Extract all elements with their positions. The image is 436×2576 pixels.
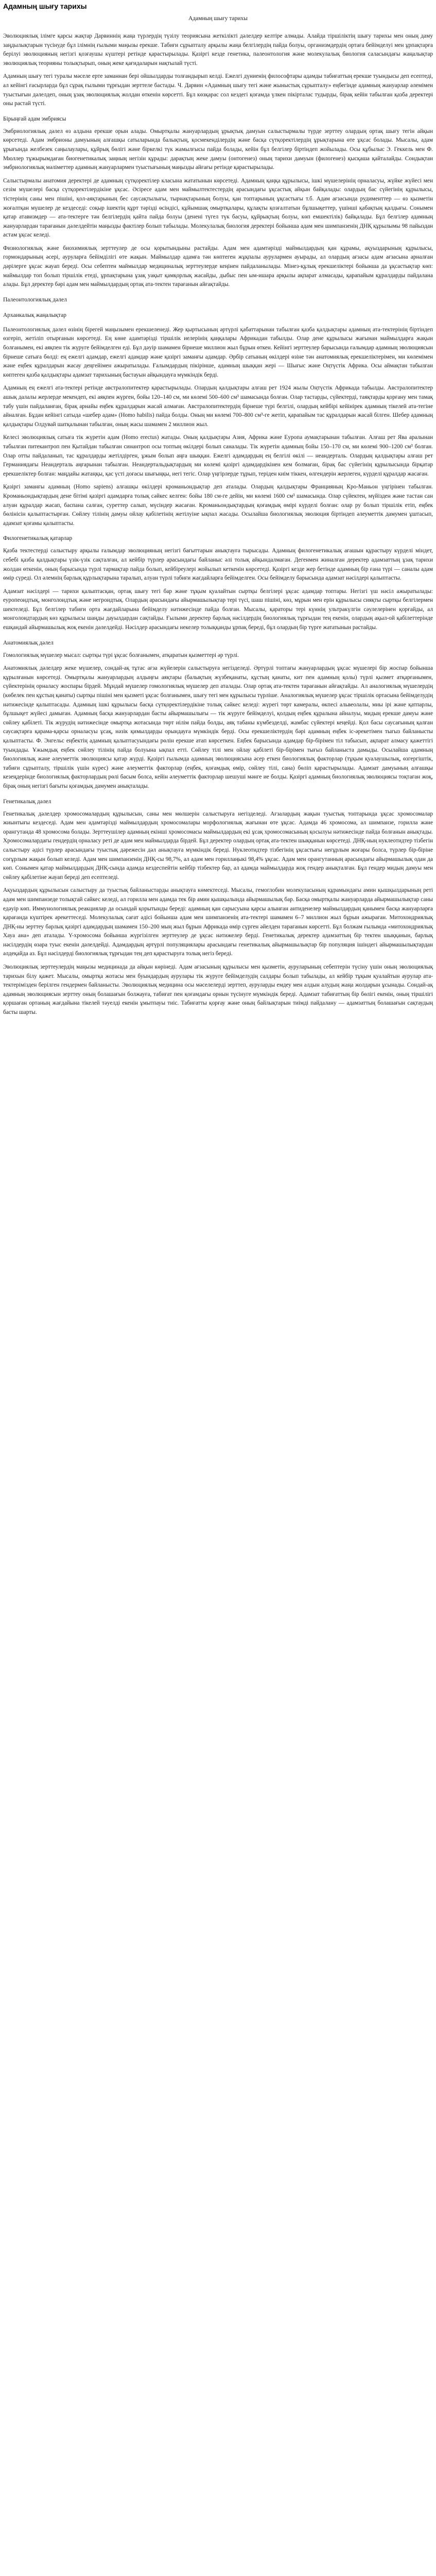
- genetics-paragraph-1: Генетикалық дәлелдер хромосомалардың құрылысын, саны мен мөлшерін салыстыруға негізделеді. Ағзалардың жақын туыстық топтарында ұқсас хромосомалар жиынтығы кездеседі. Адам мен адамтәрізді маймылдардың хромосомалары морфологиялық жағынан өте ұқсас. Адамда 46 хромосома, ал шимпанзе, горилла және орангутанда 48 хромосома болады. Зерттеушілер адамның екінші хромосомасы маймылдардың екі ұсақ хромосомасының қосылуы нәтижесінде пайда болғанын анықтады. Хромосомалардағы гендердің орналасу реті де адам мен маймылдарда бірдей. Бұл деректер олардың ортақ ата-тектен шыққанын көрсетеді. ДНҚ-ның нуклеотидтер тізбегін салыстыру әдісі түрлер арасындағы туыстық дәрежесін дәл анықтауға мүмкіндік береді. Нуклеотидтер тізбегінің ұқсастығы неғұрлым жоғары болса, түрлер бір-біріне соғұрлым жақын болып келеді. Адам мен шимпанзенің ДНҚ-сы 98,7%, ал адам мен гориллаңыкі 98,4% ұқсас. Адам мен орангутанның арасындағы айырмашылық одан да көп. Сонымен қатар маймылдардың ДНҚ-сында адамда кездеспейтін кейбір тізбектер бар, ал адамда маймылдарда жоқ гендер анықталған. Бұл гендер мидың дамуы мен сөйлеу қабілетіне жауап береді деп есептеледі.: [3, 810, 433, 880]
- article-subtitle: Адамның шығу тарихы: [188, 15, 248, 22]
- phylogeny-paragraph-1: Қазба тектестерді салыстыру арқылы ғалымдар эволюцияның негізгі бағыттарын анықтауға тырысады. Адамның филогенетикалық ағашын құрастыру күрделі міндет, себебі қазба қалдықтары үзік-үзік сақталған, ал кейбір түрлер арасындағы байланыс әлі толық айқындалмаған. Дегенмен жиналған деректер адамзаттың ұзақ тарихи жолдан өткенін, оның барысында түрлі тармақтар пайда болып, кейбіреулері жойылып кеткенін көрсетеді. Қазіргі кезде жер бетінде адамның бір ғана түрі — саналы адам өмір сүреді. Ол әлемнің барлық құрлықтарына таралып, алуан түрлі табиғи жағдайларға бейімделген. Осы бейімделу барысында адамзат нәсілдері қалыптасты.: [3, 548, 433, 582]
- genetics-paragraph-3: Эволюциялық зерттеулердің маңызы медицинада да айқын көрінеді. Адам ағзасының құрылысы мен қызметін, ауруларының себептерін түсіну үшін оның эволюциялық тарихын білу қажет. Мысалы, омыртқа жотасы мен буындардың аурулары тік жүруге бейімделудің салдары болып табылады, ал кейбір тұқым қуалайтын аурулар ата-тектерімізден берілген гендермен байланысты. Эволюциялық медицина осы мәселелерді зерттеп, ауруларды емдеу мен алдын алудың жаңа жолдарын ұсынады. Сондай-ақ адамның эволюциясын зерттеу оның болашағын болжауға, табиғат пен қоғамдағы орнын түсінуге мүмкіндік береді. Адамзат табиғаттың бір бөлігі екенін, оның тіршілігі қоршаған ортаның жағдайына тікелей тәуелді екенін ұмытпауы тиіс. Табиғатты қорғау және оның байлықтарын тиімді пайдалану — адамзаттың болашағын сақтаудың басты шарты.: [3, 964, 433, 1016]
- embryo-paragraph-1: Эмбриологиялық дәлел өз алдына ерекше орын алады. Омыртқалы жануарлардың ұрықтық дамуын салыстырмалы түрде зерттеу олардың ортақ шығу тегін айқын көрсетеді. Адам эмбрионы дамуының алғашқы сатыларында балықтың, қосмекенділердің және басқа сүтқоректілердің ұрықтарына өте ұқсас болады. Мысалы, адам ұрығында желбезек саңылаулары, құйрық бөлігі және біркелкі түк жамылғысы пайда болады, кейін бұл белгілер біртіндеп жойылады. Осы құбылыс Э. Геккель мен Ф. Мюллер тұжырымдаған биогенетикалық заңның негізін құрады: дарақтың жеке дамуы (онтогенез) оның тарихи дамуын (филогенез) қысқаша қайталайды. Сондықтан эмбриологиялық мәліметтер адамның жануарлармен туыстығының маңызды айғағы ретінде қарастырылады.: [3, 128, 433, 171]
- anatomy-paragraph-1: Гомологиялық мүшелер мысал: сыртқы түрі ұқсас болғанымен, атқаратын қызметтері әр түрлі.: [3, 652, 239, 658]
- page-title: Адамның шығу тарихы: [3, 2, 87, 10]
- intro-paragraph-2: Адамның шығу тегі туралы мәселе ерте заманнан бері ойшылдарды толғандырып келді. Ежелгі дүниенің философтары адамды табиғаттың ерекше туындысы деп есептеді, ал кейінгі ғасырларда бұл сұрақ ғылыми тұрғыдан зерттеле бастады. Ч. Дарвин «Адамның шығу тегі және жыныстық сұрыпталу» еңбегінде адамның жануарлар әлемімен туыстығын дәлелдеп, оның ұзақ эволюциялық жолдан өткенін көрсетті. Бұл көзқарас сол кездегі қоғамда үлкен пікірталас тудырды, бірақ кейін табылған қазба деректері оны растай түсті.: [3, 73, 433, 107]
- section-heading-phylogeny: Филогенетикалық қатарлар: [3, 535, 73, 542]
- subsection-heading-archaic: Архаикалық жаңалықтар: [3, 312, 66, 318]
- phylogeny-paragraph-2: Адамзат нәсілдері — тарихи қалыптасқан, ортақ шығу тегі бар және тұқым қуалайтын сыртқы белгілері ұқсас адамдар топтары. Негізгі үш нәсіл ажыратылады: еуропеоидтық, монголоидтық және негроидтық. Олардың арасындағы айырмашылықтар тері түсі, шаш пішіні, көз, мұрын мен ерін құрылысы сияқты сыртқы белгілермен шектеледі. Бұл белгілер табиғи орта жағдайларына бейімделу нәтижесінде пайда болған. Мысалы, қараторы тері күннің ультракүлгін сәулелерінен қорғайды, ал монголоидтардың көз құрылысы шаңды дауылдардан сақтайды. Ғылыми деректер барлық нәсілдердің биологиялық тұрғыдан тең екенін, олардың ақыл-ой қабілеттерінде ешқандай айырмашылық жоқ екенін дәлелдейді. Нәсілдер арасындағы некелер толыққанды ұрпақ береді, бұл олардың бір түрге жататынын растайды.: [3, 588, 433, 631]
- paleo-paragraph-1: Палеонтологиялық дәлел өзінің бірегей маңызымен ерекшеленеді. Жер қыртысының әртүрлі қабаттарынан табылған қазба қалдықтары адамның ата-тектерінің біртіндеп өзгеріп, жетіліп отырғанын көрсетеді. Ең көне адамтәрізді тіршілік иелерінің қаңқалары Африкадан табылды. Олар дене құрылысы жағынан маймылдарға жақын болғанымен, екі аяқпен тік жүруге бейімделген еді. Бұл дәуір шамамен бірнеше миллион жыл бұрын өткен. Кейінгі зерттеулер барысында ғалымдар адамның эволюциясын бірнеше сатыға бөлді: ең ежелгі адамдар, ежелгі адамдар және қазіргі заманғы адамдар. Әрбір сатының өкілдері өзіне тән анатомиялық ерекшеліктерімен, ми көлемімен және еңбек құралдарын жасау деңгейімен ажыратылады. Ғалымдардың пікірінше, адамның шыққан жері — Шығыс және Оңтүстік Африка. Осы аймақтан табылған көптеген қазба қалдықтары адамзат тарихының бастауын айқындауға мүмкіндік берді.: [3, 326, 433, 378]
- section-heading-genetics: Генетикалық дәлел: [3, 798, 51, 805]
- section-heading-paleontology: Палеонтологиялық дәлел: [3, 296, 67, 303]
- paleo-paragraph-2: Адамның ең ежелгі ата-тектері ретінде австралопитектер қарастырылады. Олардың қалдықтары алғаш рет 1924 жылы Оңтүстік Африкада табылды. Австралопитектер ашық далалы жерлерде мекендеп, екі аяқпен жүрген, бойы 120–140 см, ми көлемі 500–600 см³ шамасында болған. Олар тастарды, сүйектерді, таяқтарды қорғану мен тамақ табу үшін пайдаланған, бірақ арнайы еңбек құралдарын жасай алмаған. Австралопитектердің бірнеше түрі белгілі, олардың кейбірі кейінірек адамның тікелей ата-тегіне айналған. Бұдан кейінгі сатыда «шебер адам» (Homo habilis) пайда болды. Оның ми көлемі 700–800 см³-ге жетіп, қарапайым тас құралдарын жасай білген. Шебер адамның қалдықтары Олдувай шатқалынан табылған, оның жасы шамамен 2 миллион жыл.: [3, 385, 433, 428]
- genetics-paragraph-2: Ақуыздардың құрылысын салыстыру да туыстық байланыстарды анықтауға көмектеседі. Мысалы, гемоглобин молекуласының құрамындағы амин қышқылдарының реті адам мен шимпанзеде толықтай сәйкес келеді, ал горилла мен адамда тек бір амин қышқылында айырмашылық бар. Басқа омыртқалы жануарларда айырмашылықтар саны едәуір көп. Иммунологиялық реакциялар да осындай қорытынды береді: адамның қан сарысуына қарсы алынған антиденелер маймылдардың қанымен басқа жануарларға қарағанда күштірек әрекеттеседі. Молекулалық сағат әдісі бойынша адам мен шимпанзенің ата-тектері шамамен 6–7 миллион жыл бұрын ажыраған. Митохондриялық ДНҚ-ны зерттеу барлық қазіргі адамдардың шамамен 150–200 мың жыл бұрын Африкада өмір сүрген әйелден тарағанын көрсетті. Бұл болжам ғылымда «митохондриялық Хауа ана» деп аталады. Y-хромосома бойынша жүргізілген зерттеулер де ұқсас нәтижелер берді. Генетикалық деректер адамзаттың бір тектен шыққанын, барлық нәсілдердің өзара туыс екенін дәлелдейді. Адамдардың әртүрлі популяциялары арасындағы генетикалық айырмашылықтар бір популяция ішіндегі айырмашылықтардан әлдеқайда аз. Бұл нәсілдерді биологиялық тұрғыдан тең деп қарастыруға толық негіз береді.: [3, 887, 433, 957]
- paleo-paragraph-3: Келесі эволюциялық сатыға тік жүретін адам (Homo erectus) жатады. Оның қалдықтары Азия, Африка және Еуропа аумақтарынан табылған. Алғаш рет Ява аралынан табылған питекантроп пен Қытайдан табылған синантроп осы топтың өкілдері болып саналады. Тік жүретін адамның бойы 150–170 см, ми көлемі 900–1200 см³ болған. Олар отты пайдаланып, тас құралдарды жетілдірген, ұжым болып аңға шыққан. Ежелгі адамдардың ең белгілі өкілі — неандерталь. Олардың қалдықтары алғаш рет Германиядағы Неандерталь аңғарынан табылған. Неандертальдықтардың ми көлемі қазіргі адамдардікінен кем болмаған, бірақ бас сүйегінің құрылысында бірқатар ерекшеліктер болған: маңдайы жатаңқы, қас үсті доғасы шығыңқы, иегі тегіс. Олар үңгірлерде тұрып, теріден киім тіккен, өлгендерін жерлеген, күрделі құралдар жасаған.: [3, 434, 433, 477]
- section-heading-embryo: Бірыңғай адам эмбриясы: [3, 115, 66, 122]
- paleo-paragraph-4: Қазіргі заманғы адамның (Homo sapiens) алғашқы өкілдері кроманьондықтар деп аталады. Олардың қалдықтары Францияның Кро-Маньон үңгірінен табылған. Кроманьондықтардың дене бітімі қазіргі адамдарға толық сәйкес келген: бойы 180 см-ге дейін, ми көлемі 1600 см³ шамасында. Олар сүйектен, мүйізден және тастан сан алуан құралдар жасап, баспана салған, суреттер салып, мүсіндер жасаған. Кроманьондықтардың қоғамдық өмірі күрделі болған: олар ру болып тіршілік етіп, еңбек бөлінісін қалыптастырған. Сөйлеу тілінің дамуы ойлау қабілетінің жетілуіне ықпал жасады. Осылайша биологиялық эволюция біртіндеп әлеуметтік дамумен ұштасып, адамзат қоғамы қалыптасты.: [3, 484, 433, 527]
- section-heading-anatomy: Анатомиялық дәлел: [3, 639, 54, 646]
- embryo-paragraph-2: Салыстырмалы анатомия деректері де адамның сүтқоректілер класына жататынын көрсетеді. Адамның қаңқа құрылысы, ішкі мүшелерінің орналасуы, жүйке жүйесі мен сезім мүшелері басқа сүтқоректілердікіне ұқсас. Әсіресе адам мен маймылтектестердің арасындағы ұқсастық айқын байқалады: олардың бас сүйегінің құрылысы, тістерінің саны мен пішіні, қол-аяқтарының бес саусақтылығы, тырнақтарының болуы, қан топтарының ұқсастығы т.б. Адам ағзасында рудименттер — өз қызметін жоғалтқан мүшелер де кездеседі: соқыр ішектің құрт тәрізді өсіндісі, құйымшақ омыртқалары, құлақты қозғалтатын бұлшықеттер, үшінші қабақтың қалдығы. Сонымен қатар атавизмдер — ата-тектерге тән белгілердің қайта пайда болуы (денені түгел түк басуы, құйрықтың болуы, көп емшектілік) байқалады. Бұл белгілер адамның жануарлардан тарағанын дәлелдейтін маңызды фактілер болып табылады. Молекулалық биология деректері бойынша адам мен шимпанзенің ДНҚ құрылымы 98 пайыздан астам ұқсас келеді.: [3, 177, 433, 239]
- embryo-paragraph-3: Физиологиялық және биохимиялық зерттеулер де осы қорытындыны растайды. Адам мен адамтәрізді маймылдардың қан құрамы, ақуыздарының құрылысы, гормондарының әсері, ауруларға бейімділігі өте жақын. Маймылдар адамға тән көптеген жұқпалы аурулармен ауырады, ал олардың ағзасы адам ағзасына арналған дәрілерге ұқсас жауап береді. Осы себептен маймылдар медициналық зерттеулерде кеңінен пайдаланылады. Мінез-құлық ерекшеліктері бойынша да ұқсастықтар көп: маймылдар топ болып тіршілік етеді, ұрпақтарына ұзақ уақыт қамқорлық жасайды, дыбыс пен ым-ишара арқылы ақпарат алмасады, қарапайым құралдарды пайдалана алады. Бұл деректер бәрі адам мен маймылдардың ортақ ата-тектен тарағанын айғақтайды.: [3, 245, 433, 288]
- article: [0, 0, 436, 1018]
- anatomy-paragraph-2: Анатомиялық дәлелдер жеке мүшелер, сондай-ақ тұтас ағза жүйелерін салыстыруға негізделеді. Әртүрлі топтағы жануарлардың ұқсас мүшелері бір жоспар бойынша құрылғанын көрсетеді. Омыртқалы жануарлардың алдыңғы аяқтары (балықтың жүзбеқанаты, құстың қанаты, кит пен адамның қолы) түрлі қызмет атқарғанымен, сүйектерінің орналасу жоспары бірдей. Мұндай мүшелер гомологиялық мүшелер деп аталады. Олар ортақ ата-тектен тарағанын айғақтайды. Ал аналогиялық мүшелердің (көбелек пен құстың қанаты) сыртқы пішіні мен қызметі ұқсас болғанымен, шығу тегі мен құрылысы түрліше. Аналогиялық мүшелер ұқсас тіршілік ортасына бейімделудің нәтижесінде қалыптасады. Адамның ішкі құрылысы басқа сүтқоректілердікіне толық сәйкес келеді: жүрегі төрт камералы, өкпесі альвеолалы, миы ірі және қатпарлы, бұлшықет жүйесі дамыған. Адамның басқа жануарлардан басты айырмашылығы — тік жүруге бейімделуі, қолдың еңбек құралына айналуы, мидың ерекше дамуы және сөйлеу қабілеті. Тік жүрудің нәтижесінде омыртқа жотасында төрт иілім пайда болды, аяқ табаны күмбезделді, жамбас сүйектері кеңейді. Қол басы саусағының қалған саусақтарға қарама-қарсы орналасуы ұсақ, нәзік қимылдарды орындауға мүмкіндік берді. Осы ерекшеліктердің бәрі адамның еңбек іс-әрекетімен тығыз байланысты қалыптасты. Ф. Энгельс еңбектің адамның қалыптасуындағы рөлін ерекше атап көрсеткен. Еңбек барысында адамдар бір-бірімен тіл табысып, ақпарат алмасу қажеттігі туындады. Ұжымдық еңбек сөйлеу тілінің пайда болуына ықпал етті. Сөйлеу тілі мен ойлау қабілеті бір-бірімен тығыз байланыста дамыды. Осылайша адамның биологиялық және әлеуметтік эволюциясы қатар жүрді. Қазіргі ғылымда адамның эволюциясына әсер еткен биологиялық факторлар (тұқым қуалаушылық, өзгергіштік, табиғи сұрыпталу, тіршілік үшін күрес) және әлеуметтік факторлар (еңбек, қоғамдық өмір, сөйлеу тілі, сана) бөліп қарастырылады. Адамзат дамуының алғашқы кезеңдерінде биологиялық факторлардың рөлі басым болса, кейін әлеуметтік факторлар шешуші мәнге ие болды. Қазіргі адамның биологиялық эволюциясы тоқтаған жоқ, бірақ оның негізгі бағыты қоғамдық дамумен анықталады.: [3, 665, 433, 789]
- intro-paragraph-1: Эволюциялық ілімге қарсы жақтар Дарвиннің жаңа түрлердің түзілу теориясына жеткілікті дәлелдер келтіре алмады. Алайда тіршіліктің шығу тарихы мен оның даму заңдылықтарын түсінуде бұл ілімнің ғылыми маңызы ерекше. Табиғи сұрыпталу арқылы жаңа белгілердің пайда болуы, организмдердің ортаға бейімделуі мен ұрпақтарға берілуі эволюцияның негізгі қозғаушы күштері ретінде қарастырылады. Қазіргі кезде генетика, палеонтология және молекулалық биология саласындағы жаңалықтар эволюциялық теорияны толықтырып, оның жеке қағидаларын нақтылай түсті.: [3, 33, 433, 66]
